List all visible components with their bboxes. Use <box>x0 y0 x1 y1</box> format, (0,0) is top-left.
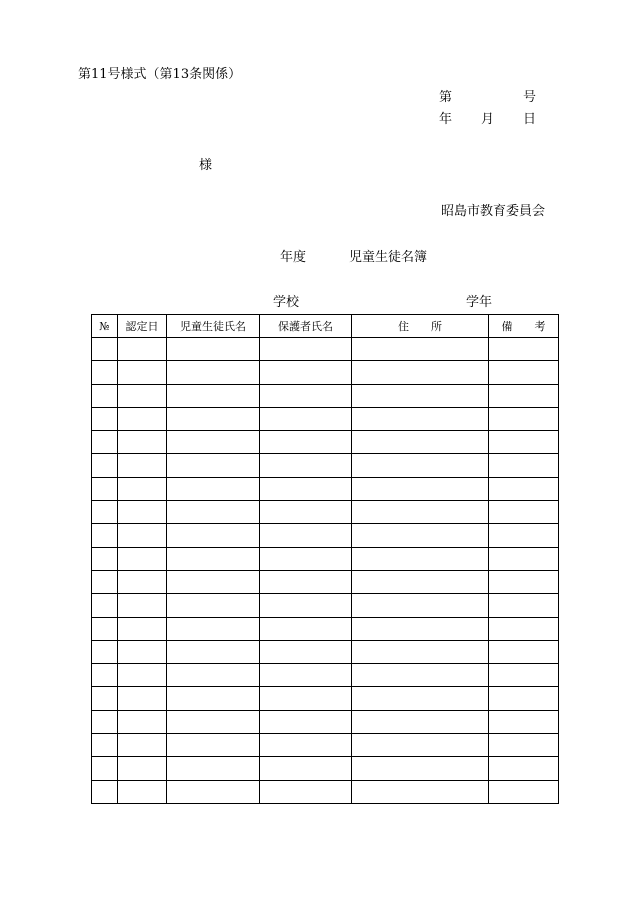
cell-guardian-name <box>260 594 352 617</box>
cell-number <box>92 547 118 570</box>
cell-remarks <box>489 617 559 640</box>
cell-student-name <box>167 640 260 663</box>
cell-remarks <box>489 431 559 454</box>
cell-remarks <box>489 664 559 687</box>
cell-guardian-name <box>260 477 352 500</box>
cell-guardian-name <box>260 664 352 687</box>
cell-guardian-name <box>260 780 352 803</box>
table-row <box>92 384 559 407</box>
cell-guardian-name <box>260 734 352 757</box>
cell-student-name <box>167 431 260 454</box>
table-row <box>92 594 559 617</box>
cell-guardian-name <box>260 361 352 384</box>
table-row <box>92 361 559 384</box>
cell-address <box>352 687 489 710</box>
cell-number <box>92 664 118 687</box>
cell-certification-date <box>118 617 167 640</box>
cell-address <box>352 780 489 803</box>
cell-number <box>92 501 118 524</box>
cell-remarks <box>489 734 559 757</box>
cell-student-name <box>167 594 260 617</box>
date-year-label: 年 <box>439 112 453 127</box>
cell-guardian-name <box>260 524 352 547</box>
cell-remarks <box>489 477 559 500</box>
cell-student-name <box>167 454 260 477</box>
cell-student-name <box>167 734 260 757</box>
cell-remarks <box>489 570 559 593</box>
cell-remarks <box>489 501 559 524</box>
cell-number <box>92 570 118 593</box>
document-title: 児童生徒名簿 <box>349 250 428 265</box>
header-address: 住 所 <box>352 315 489 338</box>
table-row <box>92 338 559 361</box>
cell-number <box>92 594 118 617</box>
cell-guardian-name <box>260 640 352 663</box>
grade-label: 学年 <box>466 295 493 310</box>
table-row <box>92 407 559 430</box>
cell-certification-date <box>118 407 167 430</box>
cell-address <box>352 734 489 757</box>
cell-remarks <box>489 384 559 407</box>
table-row <box>92 780 559 803</box>
reference-dai-label: 第 <box>439 90 453 105</box>
cell-certification-date <box>118 594 167 617</box>
cell-number <box>92 710 118 733</box>
cell-certification-date <box>118 501 167 524</box>
cell-remarks <box>489 640 559 663</box>
cell-number <box>92 524 118 547</box>
cell-certification-date <box>118 384 167 407</box>
form-number-label: 第11号様式（第13条関係） <box>78 67 242 82</box>
table-row <box>92 757 559 780</box>
cell-address <box>352 617 489 640</box>
cell-number <box>92 361 118 384</box>
cell-certification-date <box>118 780 167 803</box>
table-row <box>92 687 559 710</box>
cell-number <box>92 477 118 500</box>
cell-guardian-name <box>260 757 352 780</box>
cell-address <box>352 477 489 500</box>
cell-address <box>352 524 489 547</box>
cell-remarks <box>489 710 559 733</box>
cell-address <box>352 570 489 593</box>
cell-certification-date <box>118 687 167 710</box>
cell-certification-date <box>118 338 167 361</box>
cell-student-name <box>167 407 260 430</box>
cell-guardian-name <box>260 407 352 430</box>
cell-remarks <box>489 338 559 361</box>
cell-number <box>92 780 118 803</box>
table-row <box>92 734 559 757</box>
cell-number <box>92 431 118 454</box>
header-certification-date: 認定日 <box>118 315 167 338</box>
cell-guardian-name <box>260 617 352 640</box>
cell-student-name <box>167 664 260 687</box>
cell-guardian-name <box>260 384 352 407</box>
cell-certification-date <box>118 640 167 663</box>
cell-number <box>92 407 118 430</box>
cell-number <box>92 617 118 640</box>
cell-remarks <box>489 687 559 710</box>
table-row <box>92 477 559 500</box>
cell-address <box>352 431 489 454</box>
reference-go-label: 号 <box>523 90 537 105</box>
addressee-suffix: 様 <box>199 158 213 173</box>
cell-guardian-name <box>260 547 352 570</box>
header-remarks: 備 考 <box>489 315 559 338</box>
cell-number <box>92 640 118 663</box>
cell-guardian-name <box>260 501 352 524</box>
table-row <box>92 454 559 477</box>
cell-student-name <box>167 710 260 733</box>
cell-certification-date <box>118 710 167 733</box>
cell-remarks <box>489 594 559 617</box>
cell-certification-date <box>118 431 167 454</box>
cell-certification-date <box>118 547 167 570</box>
cell-certification-date <box>118 734 167 757</box>
cell-student-name <box>167 570 260 593</box>
cell-student-name <box>167 687 260 710</box>
cell-guardian-name <box>260 570 352 593</box>
cell-certification-date <box>118 664 167 687</box>
header-student-name: 児童生徒氏名 <box>167 315 260 338</box>
cell-address <box>352 710 489 733</box>
cell-number <box>92 687 118 710</box>
cell-guardian-name <box>260 431 352 454</box>
cell-remarks <box>489 407 559 430</box>
date-day-label: 日 <box>523 112 537 127</box>
table-row <box>92 501 559 524</box>
header-number: № <box>92 315 118 338</box>
cell-student-name <box>167 780 260 803</box>
cell-address <box>352 384 489 407</box>
table-row <box>92 570 559 593</box>
cell-address <box>352 361 489 384</box>
cell-address <box>352 407 489 430</box>
table-header-row <box>92 315 559 338</box>
cell-number <box>92 757 118 780</box>
cell-address <box>352 454 489 477</box>
date-month-label: 月 <box>481 112 495 127</box>
table-row <box>92 617 559 640</box>
cell-number <box>92 734 118 757</box>
cell-remarks <box>489 524 559 547</box>
cell-guardian-name <box>260 454 352 477</box>
table-row <box>92 664 559 687</box>
table-row <box>92 431 559 454</box>
cell-remarks <box>489 780 559 803</box>
cell-student-name <box>167 501 260 524</box>
cell-certification-date <box>118 361 167 384</box>
header-guardian-name: 保護者氏名 <box>260 315 352 338</box>
cell-number <box>92 454 118 477</box>
cell-student-name <box>167 617 260 640</box>
cell-address <box>352 640 489 663</box>
cell-student-name <box>167 338 260 361</box>
cell-student-name <box>167 757 260 780</box>
cell-student-name <box>167 524 260 547</box>
cell-remarks <box>489 757 559 780</box>
cell-certification-date <box>118 477 167 500</box>
cell-address <box>352 664 489 687</box>
cell-address <box>352 594 489 617</box>
cell-certification-date <box>118 570 167 593</box>
cell-address <box>352 501 489 524</box>
cell-student-name <box>167 477 260 500</box>
cell-remarks <box>489 454 559 477</box>
cell-remarks <box>489 361 559 384</box>
cell-guardian-name <box>260 710 352 733</box>
cell-address <box>352 757 489 780</box>
cell-address <box>352 338 489 361</box>
fiscal-year-label: 年度 <box>280 250 307 265</box>
table-row <box>92 547 559 570</box>
cell-guardian-name <box>260 687 352 710</box>
issuer-name: 昭島市教育委員会 <box>441 204 546 219</box>
school-label: 学校 <box>273 295 300 310</box>
cell-guardian-name <box>260 338 352 361</box>
student-register-table <box>91 314 559 804</box>
cell-certification-date <box>118 524 167 547</box>
cell-student-name <box>167 361 260 384</box>
cell-student-name <box>167 547 260 570</box>
cell-number <box>92 384 118 407</box>
table-body <box>92 338 559 804</box>
cell-address <box>352 547 489 570</box>
cell-remarks <box>489 547 559 570</box>
table-row <box>92 710 559 733</box>
cell-number <box>92 338 118 361</box>
cell-certification-date <box>118 757 167 780</box>
table-row <box>92 524 559 547</box>
table-row <box>92 640 559 663</box>
cell-certification-date <box>118 454 167 477</box>
cell-student-name <box>167 384 260 407</box>
